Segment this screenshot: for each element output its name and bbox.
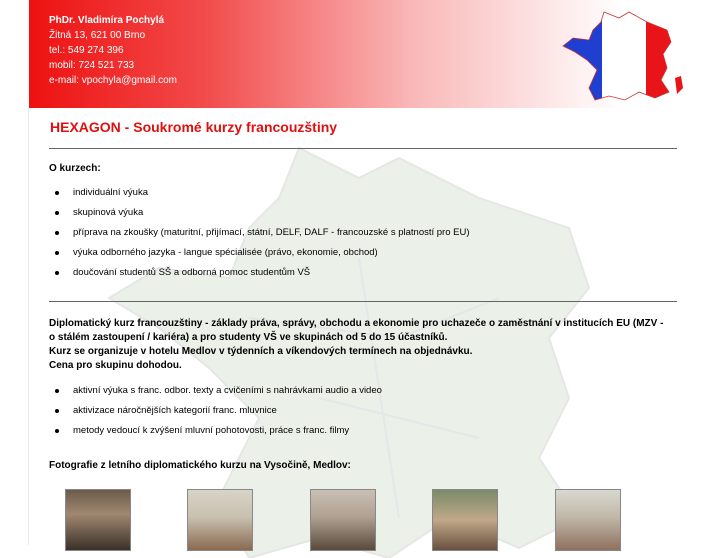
diplomatic-line: o stálém zastoupení / kariéra) a pro studenty VŠ ve skupinách od 5 do 15 účastníků. bbox=[49, 332, 448, 343]
photo-thumbnail[interactable] bbox=[187, 489, 253, 551]
diplomatic-course-description bbox=[49, 317, 681, 373]
list-item: výuka odborného jazyka - langue spécialisée (právo, ekonomie, obchod) bbox=[49, 246, 470, 266]
list-item: metody vedoucí k zvýšení mluvní pohotovosti, práce s franc. filmy bbox=[49, 424, 382, 444]
header-banner bbox=[29, 0, 727, 108]
diplomatic-line: Kurz se organizuje v hotelu Medlov v týdenních a víkendových termínech na objednávku. bbox=[49, 346, 473, 357]
contact-mobile: mobil: 724 521 733 bbox=[49, 60, 135, 71]
list-item: skupinová výuka bbox=[49, 206, 470, 226]
list-item: aktivní výuka s franc. odbor. texty a cvičeními s nahrávkami audio a video bbox=[49, 384, 382, 404]
contact-address: Žitná 13, 621 00 Brno bbox=[49, 30, 146, 41]
divider bbox=[49, 301, 677, 302]
left-margin bbox=[0, 0, 29, 545]
photo-thumbnail[interactable] bbox=[310, 489, 376, 551]
photo-thumbnail[interactable] bbox=[555, 489, 621, 551]
photos-heading: Fotografie z letního diplomatického kurzu na Vysočině, Medlov: bbox=[49, 460, 351, 471]
diplomatic-line: Diplomatický kurz francouzštiny - základy práva, správy, obchodu a ekonomie pro uchazeče o zaměstnání v institucích EU (MZV - bbox=[49, 318, 664, 329]
photo-thumbnail[interactable] bbox=[65, 489, 131, 551]
page-title: HEXAGON - Soukromé kurzy francouzštiny bbox=[50, 119, 338, 135]
diplomatic-line: Cena pro skupinu dohodou. bbox=[49, 360, 182, 371]
list-item: aktivizace náročnějších kategorií franc. mluvnice bbox=[49, 404, 382, 424]
divider bbox=[49, 148, 677, 149]
france-flag-map-icon bbox=[559, 8, 689, 106]
courses-heading: O kurzech: bbox=[49, 163, 101, 174]
courses-list bbox=[49, 186, 470, 286]
contact-email: e-mail: vpochyla@gmail.com bbox=[49, 75, 177, 86]
list-item: individuální výuka bbox=[49, 186, 470, 206]
main-content bbox=[29, 108, 727, 545]
photo-thumbnail[interactable] bbox=[432, 489, 498, 551]
contact-block bbox=[49, 13, 177, 88]
contact-name: PhDr. Vladimíra Pochylá bbox=[49, 15, 165, 26]
list-item: příprava na zkoušky (maturitní, přijímací, státní, DELF, DALF - francouzské s platností pro EU) bbox=[49, 226, 470, 246]
list-item: doučování studentů SŠ a odborná pomoc studentům VŠ bbox=[49, 266, 470, 286]
diplomatic-list bbox=[49, 384, 382, 444]
contact-phone: tel.: 549 274 396 bbox=[49, 45, 124, 56]
